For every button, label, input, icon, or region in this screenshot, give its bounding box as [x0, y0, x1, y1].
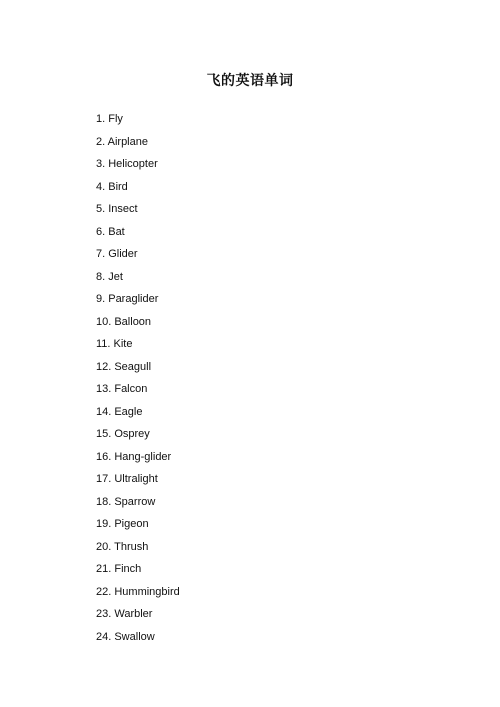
- list-item: 18. Sparrow: [96, 495, 156, 508]
- list-item: 15. Osprey: [96, 428, 150, 440]
- list-item: 7. Glider: [96, 248, 138, 260]
- list-item: 9. Paraglider: [96, 293, 159, 305]
- list-item: 1. Fly: [96, 113, 123, 125]
- list-item: 11. Kite: [96, 338, 133, 350]
- list-item: 8. Jet: [96, 270, 123, 283]
- list-item: 19. Pigeon: [96, 518, 149, 530]
- list-item: 5. Insect: [96, 203, 138, 215]
- list-item: 21. Finch: [96, 563, 142, 575]
- list-item: 22. Hummingbird: [96, 585, 180, 598]
- list-item: 3. Helicopter: [96, 158, 158, 170]
- list-item: 14. Eagle: [96, 405, 143, 418]
- page-title: 飞的英语单词: [206, 73, 294, 89]
- list-item: 20. Thrush: [96, 540, 149, 553]
- list-item: 2. Airplane: [96, 135, 148, 148]
- list-item: 16. Hang-glider: [96, 450, 172, 463]
- list-item: 23. Warbler: [96, 608, 153, 620]
- list-item: 4. Bird: [96, 180, 128, 193]
- list-item: 6. Bat: [96, 225, 125, 238]
- list-item: 10. Balloon: [96, 315, 152, 328]
- list-item: 17. Ultralight: [96, 473, 158, 485]
- list-item: 24. Swallow: [96, 630, 155, 643]
- word-list: [96, 111, 180, 651]
- list-item: 12. Seagull: [96, 360, 152, 373]
- list-item: 13. Falcon: [96, 383, 148, 395]
